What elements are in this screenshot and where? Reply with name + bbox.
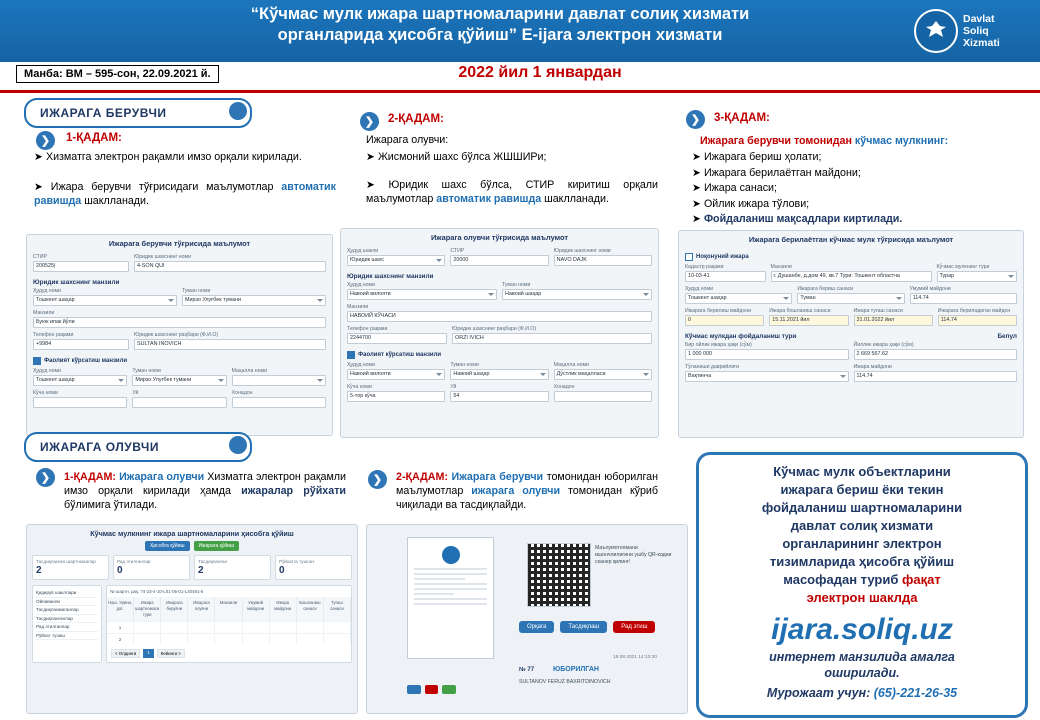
act-mahalla-select[interactable]: [232, 375, 326, 386]
f-lab: Туман номи: [450, 362, 479, 368]
checkbox-icon: [347, 351, 355, 359]
activity-address-checkbox[interactable]: [33, 357, 326, 365]
td: [270, 621, 297, 633]
section-header-lessee: [24, 432, 252, 462]
screenshot-confirmation: [366, 524, 688, 714]
filter-item[interactable]: Рад этилганлар: [36, 623, 98, 632]
callout-line-2: ижарага бериш ёки текин: [780, 482, 944, 497]
f-lab: Туман номи: [502, 282, 531, 288]
f-lab: Ижарага бериш санаси: [797, 286, 854, 292]
step2-title: 2-ҚАДАМ:: [388, 113, 444, 125]
lessee-step1-b: Хизматга электрон рақамли имзо орқали кирилади ҳамда: [64, 471, 346, 497]
filter-panel-title: Қидирув шакллари: [36, 589, 98, 598]
emblem-icon: [442, 546, 460, 564]
lessee-step2-arrow-icon: ❯: [368, 470, 387, 489]
house-input[interactable]: [132, 397, 226, 408]
callout-line-7: [699, 571, 1025, 589]
stat-label: Рад этилганлар: [117, 559, 151, 564]
back-button[interactable]: Орқага: [519, 621, 554, 633]
f-lab: Кўча номи: [347, 384, 372, 390]
page-header: [0, 0, 1040, 62]
stat-label: Рўйхатга тушган: [279, 559, 314, 564]
th: Наш. Урина, дог.: [107, 597, 134, 621]
activity-address-label: Фаолият кўрсатиш манзили: [44, 358, 128, 364]
callout-line-4: давлат солиқ хизмати: [790, 518, 934, 533]
step3-lead: [700, 134, 1020, 148]
td: [243, 633, 270, 645]
step3-items: [692, 150, 1022, 228]
f-lab: Манзили: [770, 264, 792, 270]
leased-area-input[interactable]: 0: [685, 315, 764, 326]
f-lab: Юридик шахснинг номи: [553, 248, 611, 254]
f-lab: Ижара тугаш санаси: [853, 308, 903, 314]
f-lab: Ижарага берилиш майдони: [685, 308, 752, 314]
td: [134, 633, 161, 645]
pager-page[interactable]: 1: [143, 649, 153, 658]
f-lab: Ҳудуд номи: [685, 286, 714, 292]
stat-value: 2: [36, 565, 42, 576]
filter-item[interactable]: Ойнаванли: [36, 598, 98, 607]
f-lab: Кадастр рақами: [685, 264, 724, 270]
step1-line2: ➤ Ижара берувчи тўғрисидаги маълумотлар автоматик равишда шаклланади.: [34, 181, 336, 207]
td: [297, 621, 324, 633]
stir-input[interactable]: 200525|: [33, 261, 129, 272]
step1-line2-c: шаклланади.: [81, 195, 149, 207]
screenshot-lessee-form: [340, 228, 659, 438]
confirm-button[interactable]: Тасдиқлаш: [560, 621, 607, 633]
contact-phone: (65)-221-26-35: [870, 686, 958, 700]
th: Ижара шартномаси тури: [134, 597, 161, 621]
doc-action-2[interactable]: [425, 685, 439, 694]
td: [134, 621, 161, 633]
td: 1: [107, 621, 134, 633]
lessee-address-input[interactable]: НАВОИЙ КЎЧАСИ: [347, 311, 652, 322]
td: [324, 633, 351, 645]
f-lab: Ижара майдони: [853, 364, 892, 370]
lessee-district-select[interactable]: Навоий шаҳар: [502, 289, 652, 300]
screenshot-property-form: [678, 230, 1024, 438]
lessee-step1-arrow-icon: ❯: [36, 468, 55, 487]
yearly-rent-input[interactable]: 2 669 567.62: [854, 349, 1018, 360]
pager-prev[interactable]: < Олдинги: [111, 649, 140, 658]
property-region-select[interactable]: Тошкент шаҳар: [685, 293, 792, 304]
callout-line-8: электрон шаклда: [806, 590, 918, 605]
f-lab: Хонадон: [231, 390, 253, 396]
f-lab: Маҳалла номи: [231, 368, 267, 374]
lessee-act-district-select[interactable]: Навоий шаҳар: [450, 369, 548, 380]
lessee-step2-title: 2-ҚАДАМ:: [396, 471, 448, 483]
td: 2: [107, 633, 134, 645]
td: [270, 633, 297, 645]
section-header-lessee-label: ИЖАРАГА ОЛУВЧИ: [40, 440, 159, 454]
td: [161, 633, 188, 645]
f-lab: Бир ойлик ижара ҳақи (сўм): [685, 342, 752, 348]
step2-line2: ➤ Юридик шахс бўлса, СТИР киритиш орқали маълумотлар автоматик равишда шаклланади.: [366, 179, 658, 205]
step1-title: 1-ҚАДАМ:: [66, 132, 122, 144]
lessor-form-caption: Ижарага берувчи тўғрисида маълумот: [108, 239, 251, 248]
doc-number: № 77: [519, 667, 535, 673]
f-lab: Хонадон: [553, 384, 575, 390]
th: Ижара майдони: [270, 597, 297, 621]
table-row[interactable]: [107, 621, 351, 633]
property-form-caption: Ижарага берилаётган кўчмас мулк тўғрисида маълумот: [748, 235, 954, 244]
lessee-step2-b: томонидан юборилган маълумотлар: [396, 471, 658, 497]
lessee-flat-input[interactable]: [554, 391, 652, 402]
step3-item-3: ➤ Ойлик ижара тўлови;: [692, 197, 810, 210]
th: Ижарага олувчи: [188, 597, 215, 621]
callout-line-7a: масофадан туриб: [783, 572, 902, 587]
contract-document-preview: [407, 537, 494, 659]
f-lab: Уй: [132, 390, 139, 396]
step1-line2-a: Ижара берувчи тўғрисидаги маълумотлар: [50, 181, 282, 193]
step2-arrow-icon: ❯: [360, 112, 379, 131]
step1-arrow-icon: ❯: [36, 131, 55, 150]
contact-line: [699, 686, 1025, 700]
street-input[interactable]: [33, 397, 127, 408]
reject-button[interactable]: Рад этиш: [613, 621, 655, 633]
step1-line1: ➤ Хизматга электрон рақамли имзо орқали кирилади.: [34, 151, 302, 163]
usage-type-value: Бепул: [997, 333, 1017, 340]
qr-code-image: [527, 543, 591, 607]
property-type-select[interactable]: Турар: [937, 271, 1018, 282]
f-lab: Туман номи: [182, 288, 211, 294]
f-lab: Ижара бошланиш санаси: [769, 308, 831, 314]
td: [161, 621, 188, 633]
qr-note: Маълумотномани ишончлилигини ушбу QR-кодни сканер қилинг!: [595, 545, 672, 565]
company-name-input[interactable]: 4-SON QUI: [134, 261, 326, 272]
f-lab: Ҳудуд номи: [33, 368, 62, 374]
screenshot-contracts-list: [26, 524, 358, 714]
phone-input[interactable]: +9984: [33, 339, 129, 350]
stat-value: 2: [198, 565, 204, 576]
f-lab: Юридик шахснинг раҳбари (Ф.И.О): [134, 332, 219, 338]
property-address-input[interactable]: г. Душанбе, д.дом 49, кв.7 Тури: Тошкент областча: [771, 271, 932, 282]
step2-intro: Ижарага олувчи:: [366, 134, 449, 146]
illegal-lease-checkbox[interactable]: [685, 253, 1017, 261]
section-dot-icon: [229, 436, 247, 454]
th: Тугаш санаси: [324, 597, 351, 621]
stat-card: [32, 555, 109, 580]
f-lab: Ҳудуд номи: [33, 288, 62, 294]
logo-line-2: Soliq: [963, 25, 989, 37]
lessor-address-section-header: Юридик шахснинг манзили: [33, 279, 120, 286]
f-lab: Телефон рақами: [33, 332, 74, 338]
f-lab: Туман номи: [132, 368, 161, 374]
lessee-step1-title: 1-ҚАДАМ:: [64, 471, 116, 483]
lessee-activity-address-label: Фаолият кўрсатиш манзили: [358, 352, 442, 358]
f-lab: Ижарага бериладиган майдон: [937, 308, 1011, 314]
lease-area-input[interactable]: 114.74: [938, 315, 1017, 326]
f-lab: Ҳудуд шакли: [347, 248, 379, 254]
f-lab: Ҳудуд номи: [347, 282, 376, 288]
lessee-step1-a: Ижарага олувчи: [119, 471, 205, 483]
lessee-step2-text: [396, 470, 658, 512]
lessee-step2-d: томонидан кўриб чиқилади ва тасдиқлайди.: [396, 485, 658, 511]
f-lab: Ҳудуд номи: [347, 362, 376, 368]
step1-line1-text: Хизматга электрон рақамли имзо орқали кирилади.: [45, 151, 302, 163]
act-district-select[interactable]: Мирзо Улуғбек тумани: [132, 375, 226, 386]
f-lab: Манзили: [33, 310, 55, 316]
lease-button[interactable]: Ижарага қўйиш: [194, 541, 239, 551]
district-select[interactable]: Мирзо Улуғбек тумани: [182, 295, 326, 306]
logo-text: [963, 13, 1000, 49]
step3-item-2: ➤ Ижара санаси;: [692, 182, 777, 194]
lessee-address-section-header: Юридик шахснинг манзили: [347, 273, 434, 280]
lessee-phone-input[interactable]: 2244700: [347, 333, 447, 344]
td: [215, 621, 242, 633]
stat-card: [275, 555, 352, 580]
f-lab: Юридик шахснинг номи: [134, 254, 192, 260]
step2-line2-a: Юридик шахс бўлса, СТИР киритиш орқали маълумотлар: [366, 179, 658, 205]
checkbox-icon: [685, 253, 693, 261]
f-lab: Юридик шахснинг раҳбари (Ф.И.О): [452, 326, 537, 332]
filter-panel: [32, 585, 102, 663]
effective-date-title: 2022 йил 1 январдан: [458, 64, 622, 81]
callout-sub-1: интернет манзилида амалга: [769, 650, 955, 664]
th: Умумий майдони: [243, 597, 270, 621]
f-lab: Уй: [450, 384, 457, 390]
td: [188, 633, 215, 645]
lessee-form-caption: Ижарага олувчи тўғрисида маълумот: [431, 233, 568, 242]
doc-owner: SULTANOV FERUZ BAXRITDINOVICH: [519, 679, 611, 685]
lessee-director-input[interactable]: ORZI IVICH: [452, 333, 652, 344]
td: [297, 633, 324, 645]
callout-line-5: органларининг электрон: [782, 536, 942, 551]
flat-input[interactable]: [232, 397, 326, 408]
stat-value: 0: [279, 565, 285, 576]
step2-line2-b: автоматик равишда: [436, 193, 542, 205]
lease-start-input[interactable]: 15.11.2021 йил: [769, 315, 848, 326]
callout-line-7b: фақат: [902, 572, 941, 587]
td: [215, 633, 242, 645]
f-lab: Умумий майдони: [909, 286, 951, 292]
usage-type-header: Кўчмас мулкдан фойдаланиш тури: [685, 333, 797, 340]
doc-action-1[interactable]: [407, 685, 421, 694]
step3-lead-b: кўчмас мулкнинг:: [851, 135, 949, 147]
address-input[interactable]: Буюк ипак йўли: [33, 317, 326, 328]
step3-item-1: ➤ Ижарага берилаётган майдони;: [692, 166, 861, 179]
lease-end-input[interactable]: 31.01.2022 йил: [854, 315, 933, 326]
stat-card: [194, 555, 271, 580]
step2-line1: ➤ Жисмоний шахс бўлса ЖШШИРи;: [366, 151, 547, 163]
f-lab: СТИР: [33, 254, 47, 260]
stat-label: Тасдиқланган: [198, 559, 228, 564]
step3-item-4: ➤ Фойдаланиш мақсадлари киртилади.: [692, 213, 903, 225]
f-lab: Манзили: [347, 304, 369, 310]
lessee-step1-text: [64, 470, 346, 512]
lessee-act-mahalla-select[interactable]: Дўстлик маҳалласи: [554, 369, 652, 380]
stat-value: 0: [117, 565, 123, 576]
page-title-line2: органларида ҳисобга қўйиш” E-ijara электрон хизмати: [277, 26, 723, 44]
source-bar: [0, 62, 1040, 90]
organization-logo: [914, 2, 1034, 60]
callout-line-3: фойдаланиш шартномаларини: [761, 500, 963, 515]
logo-line-1: Davlat: [963, 13, 995, 25]
monthly-rent-input[interactable]: 1 000 000: [685, 349, 849, 360]
step3-title: 3-ҚАДАМ:: [714, 112, 770, 124]
section-header-lessor: [24, 98, 252, 128]
f-lab: СТИР: [450, 248, 465, 254]
lessee-act-region-select[interactable]: Навоий вилояти: [347, 369, 445, 380]
lessee-step1-d: бўлимига ўтилади.: [64, 499, 158, 511]
lessee-activity-address-checkbox[interactable]: [347, 351, 652, 359]
th: Ижарага берувчи: [161, 597, 188, 621]
callout-box: [696, 452, 1028, 718]
stat-label: Тасдиқланган шартномалар: [36, 559, 96, 564]
eagle-emblem-icon: [914, 9, 958, 53]
table-search-label: № шартн. рақ. 74-23-4-10-L01-05-01-L40491-6: [110, 589, 204, 594]
step3-item-0: ➤ Ижарага бериш ҳолати;: [692, 151, 822, 163]
lessee-region-select[interactable]: Навоий вилояти: [347, 289, 497, 300]
section-dot-icon: [229, 102, 247, 120]
f-lab: Тўланиши даврийлиги: [685, 364, 740, 370]
lessee-step2-a: Ижарага берувчи: [451, 471, 544, 483]
th: Манзили: [215, 597, 242, 621]
total-area-input[interactable]: 114.74: [910, 293, 1017, 304]
f-lab: Кўчмас мулкнинг тури: [936, 264, 990, 270]
contact-label: Мурожаат учун:: [766, 686, 871, 700]
doc-action-3[interactable]: [442, 685, 456, 694]
td: [188, 621, 215, 633]
cadastre-input[interactable]: 10-03-41: [685, 271, 766, 282]
lessee-step1-c: ижаралар рўйхати: [241, 485, 346, 497]
payment-period-select[interactable]: Вақтинча: [685, 371, 849, 382]
checkbox-icon: [33, 357, 41, 365]
f-lab: Кўча номи: [33, 390, 58, 396]
contracts-table: [106, 585, 352, 663]
person-type-select[interactable]: Юридик шахс: [347, 255, 445, 266]
step2-line1-text: Жисмоний шахс бўлса ЖШШИРи;: [377, 151, 547, 163]
contracts-list-title: Кўчмас мулкнинг ижара шартномаларини ҳисобга қўйиш: [90, 529, 294, 538]
pager-next[interactable]: Кейинги >: [157, 649, 185, 658]
table-header-row: [107, 597, 351, 621]
screenshot-lessor-form: [26, 234, 333, 436]
step1-line2-b: автоматик равишда: [34, 181, 336, 207]
act-region-select[interactable]: Тошкент шаҳар: [33, 375, 127, 386]
page-title-line1: “Кўчмас мулк ижара шартномаларини давлат солиқ хизмати: [250, 5, 750, 23]
filter-item[interactable]: Рўйхат тузиш: [36, 632, 98, 641]
service-url[interactable]: ijara.soliq.uz: [771, 613, 953, 646]
section-header-lessor-label: ИЖАРАГА БЕРУВЧИ: [40, 106, 167, 120]
step3-lead-a: Ижарага берувчи томонидан: [700, 135, 852, 147]
filter-item[interactable]: Тасдиқланмаганлар: [36, 606, 98, 615]
table-row[interactable]: [107, 633, 351, 645]
source-label: Манба: ВМ – 595-сон, 22.09.2021 й.: [16, 65, 219, 83]
lessee-stir-input[interactable]: 20000: [450, 255, 548, 266]
rent-area-input[interactable]: 114.74: [854, 371, 1018, 382]
callout-sub-2: оширилади.: [824, 666, 900, 680]
divider-red: [0, 90, 1040, 93]
step2-line2-c: шаклланади.: [541, 193, 609, 205]
page-title: [70, 4, 930, 46]
td: [324, 621, 351, 633]
callout-line-6: тизимларида ҳисобга қўйиш: [769, 554, 955, 569]
f-lab: Йиллик ижара ҳақи (сўм): [853, 342, 914, 348]
register-button[interactable]: Ҳисобга қўйиш: [145, 541, 190, 551]
filter-item[interactable]: Тасдиқланганлар: [36, 615, 98, 624]
stat-card: [113, 555, 190, 580]
lessee-step2-c: ижарага олувчи: [471, 485, 561, 497]
lessee-house-input[interactable]: 54: [450, 391, 548, 402]
doc-status: ЮБОРИЛГАН: [553, 666, 599, 673]
step3-arrow-icon: ❯: [686, 110, 705, 129]
lessee-company-input[interactable]: NAVO DAJK: [554, 255, 652, 266]
region-select[interactable]: Тошкент шаҳар: [33, 295, 177, 306]
callout-line-1: Кўчмас мулк объектларини: [773, 464, 951, 479]
lessee-street-input[interactable]: 5-тор кўча: [347, 391, 445, 402]
doc-datetime: 18.08.2021 14:13:30: [613, 655, 658, 660]
logo-line-3: Xizmati: [963, 37, 1000, 49]
director-input[interactable]: SULTAN INOVICH: [134, 339, 326, 350]
f-lab: Маҳалла номи: [553, 362, 589, 368]
f-lab: Телефон рақами: [347, 326, 388, 332]
td: [243, 621, 270, 633]
illegal-lease-label: Ноқонуний ижара: [696, 254, 749, 260]
lease-state-select[interactable]: Туман: [797, 293, 904, 304]
th: Бошланиш санаси: [297, 597, 324, 621]
